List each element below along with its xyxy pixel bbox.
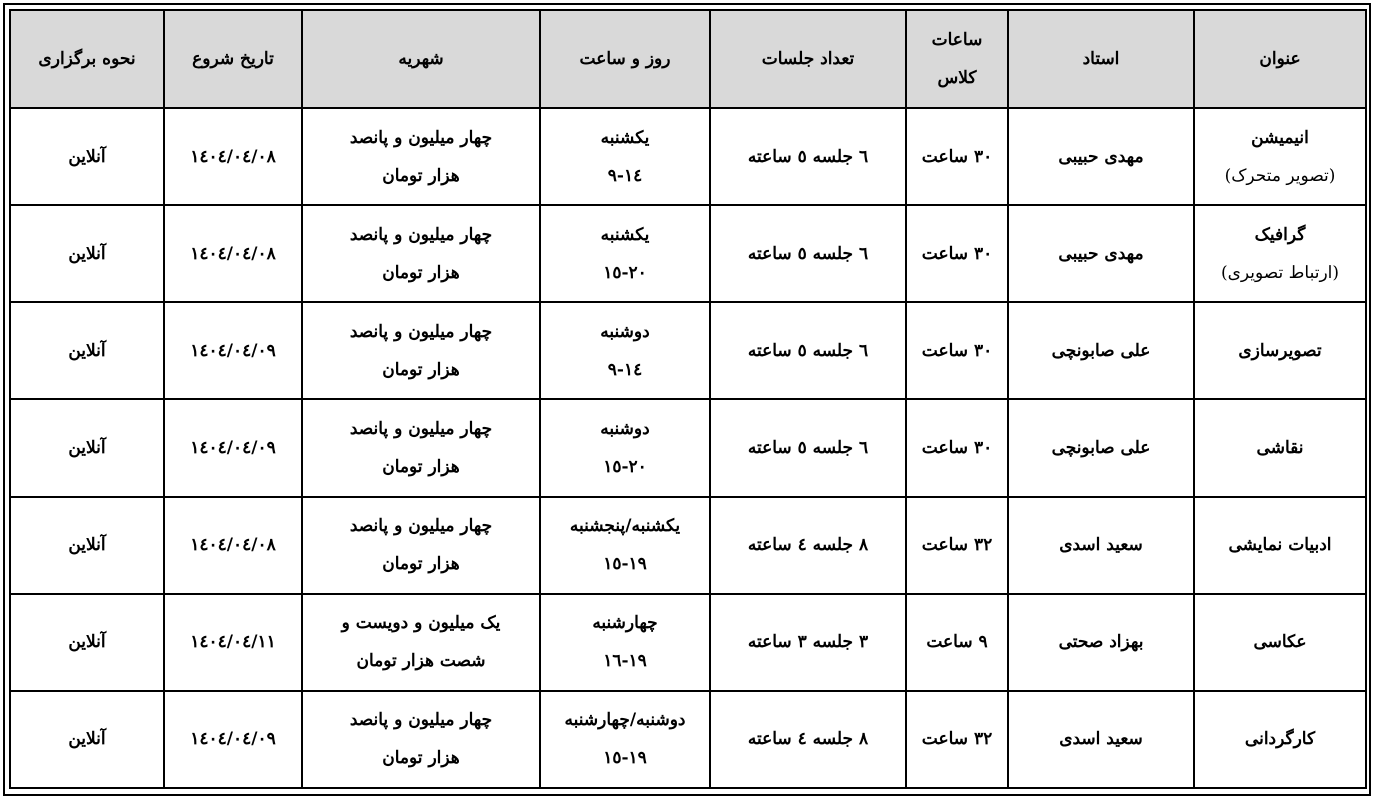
course-title: ادبیات نمایشی <box>1228 535 1332 556</box>
course-title: نقاشی <box>1256 437 1304 458</box>
cell-title <box>1194 691 1366 788</box>
cell-start-date <box>164 594 302 691</box>
start-date: ۱٤۰٤/۰٤/۰۹ <box>190 340 276 361</box>
cell-hours: ۳۲ ساعت <box>906 691 1008 788</box>
cell-sessions: ٦ جلسه ٥ ساعته <box>710 205 906 302</box>
cell-fee <box>302 691 540 788</box>
cell-day-time <box>540 497 710 594</box>
class-time: ۱٥-۱۹ <box>603 748 647 769</box>
start-date: ۱٤۰٤/۰٤/۱۱ <box>190 632 276 653</box>
cell-day-time <box>540 302 710 399</box>
cell-teacher: مهدی حبیبی <box>1008 108 1194 205</box>
fee-line2: هزار تومان <box>382 554 460 575</box>
class-time: ۱٥-۲۰ <box>603 262 647 283</box>
cell-teacher: سعید اسدی <box>1008 691 1194 788</box>
header-mode: نحوه برگزاری <box>10 10 164 108</box>
class-time: ۹-۱٤ <box>607 165 643 186</box>
cell-title <box>1194 302 1366 399</box>
course-table <box>9 9 1367 789</box>
cell-hours: ۳۲ ساعت <box>906 497 1008 594</box>
class-time: ۱٥-۱۹ <box>603 554 647 575</box>
course-subtitle: (تصویر متحرک) <box>1224 165 1336 186</box>
table-row <box>10 691 1366 788</box>
course-title: انیمیشن <box>1251 127 1309 148</box>
table-row <box>10 594 1366 691</box>
class-day: یکشنبه <box>600 224 650 245</box>
header-start-date: تاریخ شروع <box>164 10 302 108</box>
fee-line1: یک میلیون و دویست و <box>341 613 501 634</box>
fee-line2: هزار تومان <box>382 262 460 283</box>
class-time: ۹-۱٤ <box>607 359 643 380</box>
course-subtitle: (ارتباط تصویری) <box>1220 262 1340 283</box>
cell-sessions: ۳ جلسه ۳ ساعته <box>710 594 906 691</box>
cell-fee <box>302 399 540 496</box>
cell-start-date <box>164 205 302 302</box>
header-title: عنوان <box>1194 10 1366 108</box>
cell-teacher: مهدی حبیبی <box>1008 205 1194 302</box>
cell-fee <box>302 497 540 594</box>
header-hours-line1: ساعات <box>931 30 983 50</box>
class-day: یکشنبه <box>600 127 650 148</box>
fee-line2: هزار تومان <box>382 359 460 380</box>
fee-line2: هزار تومان <box>382 748 460 769</box>
cell-start-date <box>164 399 302 496</box>
start-date: ۱٤۰٤/۰٤/۰۸ <box>190 146 276 167</box>
cell-mode: آنلاین <box>10 691 164 788</box>
fee-line1: چهار میلیون و پانصد <box>349 224 493 245</box>
course-title: عکاسی <box>1253 632 1307 653</box>
class-day: دوشنبه <box>600 418 650 439</box>
fee-line1: چهار میلیون و پانصد <box>349 418 493 439</box>
cell-day-time <box>540 108 710 205</box>
cell-mode: آنلاین <box>10 497 164 594</box>
cell-mode: آنلاین <box>10 108 164 205</box>
cell-teacher: سعید اسدی <box>1008 497 1194 594</box>
fee-line2: هزار تومان <box>382 456 460 477</box>
header-hours-line2: کلاس <box>937 68 977 88</box>
cell-day-time <box>540 205 710 302</box>
cell-title <box>1194 205 1366 302</box>
fee-line2: هزار تومان <box>382 165 460 186</box>
cell-day-time <box>540 691 710 788</box>
cell-start-date <box>164 497 302 594</box>
start-date: ۱٤۰٤/۰٤/۰۸ <box>190 243 276 264</box>
course-title: تصویرسازی <box>1238 340 1322 361</box>
cell-sessions: ٦ جلسه ٥ ساعته <box>710 302 906 399</box>
cell-start-date <box>164 691 302 788</box>
cell-sessions: ۸ جلسه ٤ ساعته <box>710 497 906 594</box>
cell-title <box>1194 594 1366 691</box>
cell-fee <box>302 108 540 205</box>
header-fee: شهریه <box>302 10 540 108</box>
class-day: یکشنبه/پنجشنبه <box>569 516 681 537</box>
cell-mode: آنلاین <box>10 399 164 496</box>
table-row <box>10 497 1366 594</box>
cell-day-time <box>540 399 710 496</box>
cell-teacher: علی صابونچی <box>1008 399 1194 496</box>
cell-sessions: ٦ جلسه ٥ ساعته <box>710 399 906 496</box>
fee-line1: چهار میلیون و پانصد <box>349 127 493 148</box>
course-title: کارگردانی <box>1244 729 1316 750</box>
class-time: ۱٦-۱۹ <box>603 651 647 672</box>
cell-fee <box>302 302 540 399</box>
cell-title <box>1194 497 1366 594</box>
cell-sessions: ۸ جلسه ٤ ساعته <box>710 691 906 788</box>
cell-hours: ۹ ساعت <box>906 594 1008 691</box>
start-date: ۱٤۰٤/۰٤/۰۸ <box>190 535 276 556</box>
table-row <box>10 205 1366 302</box>
cell-hours: ۳۰ ساعت <box>906 399 1008 496</box>
cell-sessions: ٦ جلسه ٥ ساعته <box>710 108 906 205</box>
cell-hours: ۳۰ ساعت <box>906 108 1008 205</box>
cell-mode: آنلاین <box>10 594 164 691</box>
cell-fee <box>302 594 540 691</box>
cell-title <box>1194 399 1366 496</box>
start-date: ۱٤۰٤/۰٤/۰۹ <box>190 729 276 750</box>
cell-hours: ۳۰ ساعت <box>906 205 1008 302</box>
header-day-time: روز و ساعت <box>540 10 710 108</box>
cell-start-date <box>164 108 302 205</box>
class-day: دوشنبه/چهارشنبه <box>564 710 686 731</box>
cell-mode: آنلاین <box>10 205 164 302</box>
cell-teacher: بهزاد صحتی <box>1008 594 1194 691</box>
cell-day-time <box>540 594 710 691</box>
class-day: چهارشنبه <box>592 613 658 634</box>
fee-line1: چهار میلیون و پانصد <box>349 321 493 342</box>
cell-start-date <box>164 302 302 399</box>
class-time: ۱٥-۲۰ <box>603 456 647 477</box>
table-row <box>10 302 1366 399</box>
header-hours <box>906 10 1008 108</box>
cell-fee <box>302 205 540 302</box>
course-title: گرافیک <box>1254 224 1306 245</box>
class-day: دوشنبه <box>600 321 650 342</box>
table-row <box>10 108 1366 205</box>
table-row <box>10 399 1366 496</box>
header-teacher: استاد <box>1008 10 1194 108</box>
cell-mode: آنلاین <box>10 302 164 399</box>
fee-line2: شصت هزار تومان <box>356 651 486 672</box>
cell-teacher: علی صابونچی <box>1008 302 1194 399</box>
fee-line1: چهار میلیون و پانصد <box>349 516 493 537</box>
cell-hours: ۳۰ ساعت <box>906 302 1008 399</box>
header-row <box>10 10 1366 108</box>
header-sessions: تعداد جلسات <box>710 10 906 108</box>
fee-line1: چهار میلیون و پانصد <box>349 710 493 731</box>
start-date: ۱٤۰٤/۰٤/۰۹ <box>190 437 276 458</box>
cell-title <box>1194 108 1366 205</box>
